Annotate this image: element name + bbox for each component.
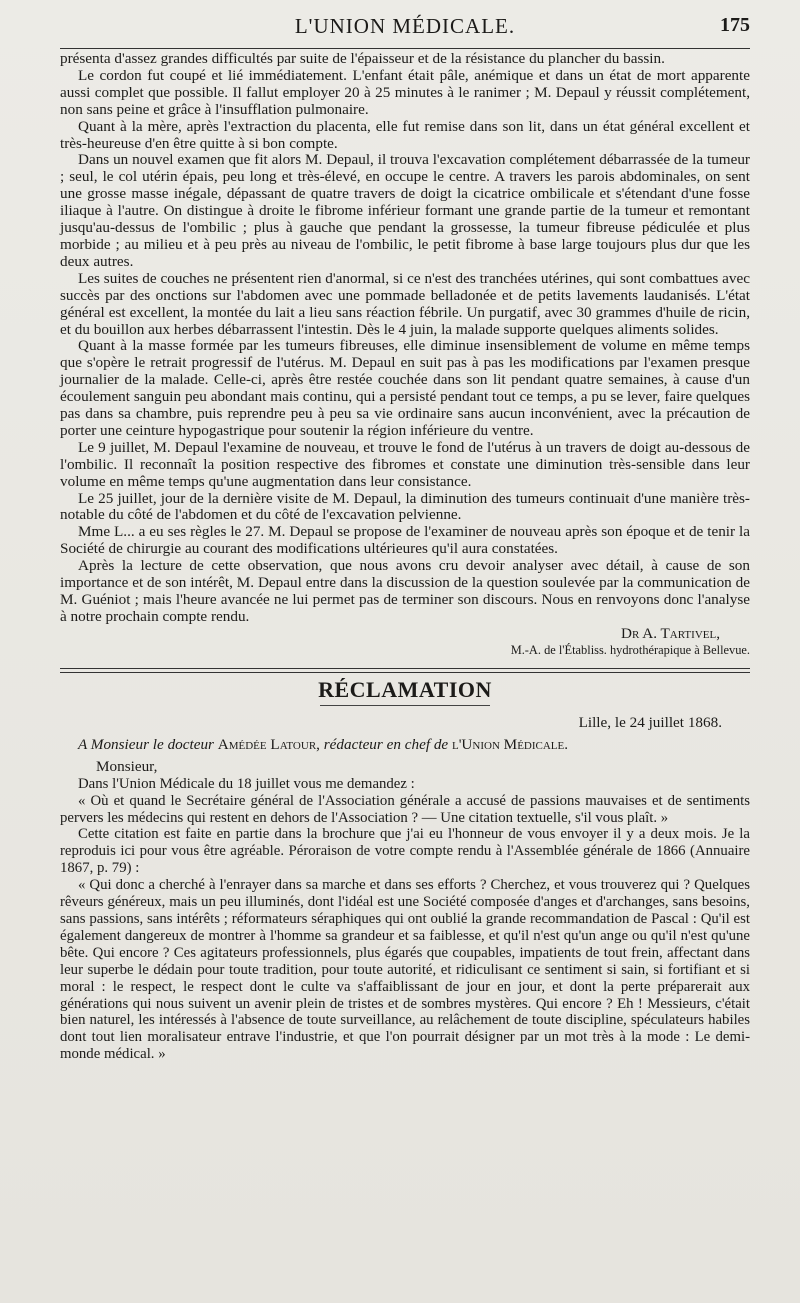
paragraph: présenta d'assez grandes difficultés par suite de l'épaisseur et de la résistance du plancher du bassin. [60, 50, 665, 67]
running-title: L'UNION MÉDICALE. [294, 14, 516, 38]
address-journal: l'Union Médicale. [451, 735, 569, 753]
paragraph: Le 25 juillet, jour de la dernière visite de M. Depaul, la diminution des tumeurs continuait d'une manière très-notable du côté de l'abdomen et du côté de l'excavation pelvienne. [60, 489, 750, 524]
paragraph: Cette citation est faite en partie dans la brochure que j'ai eu l'honneur de vous envoyer il y a deux mois. Je la reproduis ici pour vous être agréable. Péroraison de votre compte rendu à l'Assemblée générale de 1866 (Annuaire 1867, p. 79) : [60, 826, 750, 877]
letter-body [60, 776, 750, 1063]
paragraph: « Qui donc a cherché à l'enrayer dans sa marche et dans ses efforts ? Cherchez, et vous trouverez qui ? Quelques rêveurs généreux, mais un peu illuminés, dont l'idéal est une Société composée d'anges et d'archanges, sans besoins, sans passions, sans intérêts ; réformateurs séraphiques qui ont oublié la grande recommandation de Pascal : Qu'il est également dangereux de montrer à l'homme sa grandeur et sa faiblesse, et qu'il n'est qu'un ange ou qu'il n'est qu'une bête. Qui encore ? Ces agitateurs professionnels, plus égarés que coupables, impatients de tout frein, affectant dans leur superbe le dédain pour toute tradition, pour toute autorité, et ridiculisant ce sentiment si sain, si fortifiant et si moral : le respect, le respect dont le culte va s'affaiblissant de jour en jour, et dont la perte préparerait aux générations qui nous suivent un avenir plein de tristes et de sombres mystères. Qui encore ? Eh ! Messieurs, c'était bien naturel, les intéressés à l'absence de toute surveillance, au relâchement de toute discipline, spéculateurs habiles dont tout lien moralisateur entrave l'industrie, et que l'on pourrait désigner par un mot très à la mode : Le demi-monde médical. » [60, 877, 750, 1063]
section-title: RÉCLAMATION [318, 676, 492, 702]
address-role: rédacteur en chef de [323, 735, 449, 753]
title-rule [320, 705, 490, 706]
section-divider [60, 668, 750, 673]
paragraph: Le 9 juillet, M. Depaul l'examine de nouveau, et trouve le fond de l'utérus à un travers de doigt au-dessous de l'ombilic. Il reconnaît la position respective des fibromes et constate une diminution très-sensible dans leur volume en même temps qu'une augmentation dans leur consistance. [60, 438, 750, 490]
signature-name: Dr A. Tartivel, [620, 624, 720, 642]
paragraph: Quant à la mère, après l'extraction du placenta, elle fut remise dans son lit, dans un état général excellent et très-heureuse d'en être quitte à si bon compte. [60, 117, 750, 152]
paragraph: Quant à la masse formée par les tumeurs fibreuses, elle diminue insensiblement de volume en même temps que s'opère le retrait progressif de l'utérus. M. Depaul en suit pas à pas les modifications par l'examen presque journalier de la malade. Celle-ci, après être restée couchée dans son lit pendant quatre semaines, à cause d'un écoulement sanguin peu abondant mais continu, qui a persisté pendant tout ce temps, a pu se lever, faire quelques pas dans sa chambre, puis reprendre peu à peu sa vie ordinaire sans aucun inconvénient, avec la précaution de porter une ceinture hypogastrique pour soutenir la région inférieure du ventre. [60, 337, 750, 439]
paragraph: Après la lecture de cette observation, que nous avons cru devoir analyser avec détail, à cause de son importance et de son intérêt, M. Depaul entre dans la discussion de la question soulevée par la communication de M. Guéniot ; mais l'heure avancée ne lui permet pas de terminer son discours. Nous en renvoyons donc l'analyse à notre prochain compte rendu. [60, 557, 750, 625]
address-prefix: A Monsieur le docteur [78, 735, 214, 753]
paragraph: Mme L... a eu ses règles le 27. M. Depaul se propose de l'examiner de nouveau après son époque et de tenir la Société de chirurgie au courant des modifications ultérieures qu'il aura constatées. [60, 523, 750, 558]
paragraph: Les suites de couches ne présentent rien d'anormal, si ce n'est des tranchées utérines, qui sont combattues avec succès par des onctions sur l'abdomen avec une pommade belladonée et de petits lavements laudanisés. L'état général est excellent, la montée du lait a lieu sans réaction fébrile. Un purgatif, avec 30 grammes d'huile de ricin, et du bouillon aux herbes débarrassent l'intestin. Dès le 4 juin, la malade supporte quelques aliments solides. [60, 269, 750, 338]
address-name: Amédée Latour, [217, 735, 320, 753]
letter-dateline: Lille, le 24 juillet 1868. [578, 713, 722, 731]
letter-address [60, 736, 750, 754]
paragraph: « Où et quand le Secrétaire général de l'Association générale a accusé de passions mauvaises et de sentiments pervers les médecins qui restent en dehors de l'Association ? — Une citation textuelle, s'il vous plaît. » [60, 792, 750, 826]
paragraph: Le cordon fut coupé et lié immédiatement. L'enfant était pâle, anémique et dans un état de mort apparente aussi complet que possible. Il fallut employer 20 à 25 minutes à le ranimer ; M. Depaul y réussit complétement, non sans peine et grâce à l'insufflation pulmonaire. [60, 66, 750, 118]
page-number: 175 [720, 14, 750, 36]
paragraph: Dans l'Union Médicale du 18 juillet vous me demandez : [78, 775, 415, 792]
letter-salutation: Monsieur, [96, 757, 158, 775]
paragraph: Dans un nouvel examen que fit alors M. Depaul, il trouva l'excavation complétement débarrassée de la tumeur ; seul, le col utérin épais, peu long et très-élevé, en occupe le centre. A travers les parois abdominales, on sent une grosse masse inégale, dépassant de quatre travers de doigt la cicatrice ombilicale et s'étendant d'une fosse iliaque à l'autre. On distingue à droite le fibrome inférieur formant une grande partie de la tumeur et remontant jusqu'au-dessus de l'ombilic ; plus à gauche que pendant la grossesse, la tumeur fibreuse pédiculée et plus morbide ; au milieu et à peu près au niveau de l'ombilic, le petit fibrome à base large toujours plus dur que les deux autres. [60, 151, 750, 270]
header-rule [60, 48, 750, 49]
signature-title: M.-A. de l'Établiss. hydrothérapique à Bellevue. [510, 642, 750, 657]
page-header [60, 14, 750, 44]
observation-text [60, 51, 750, 626]
